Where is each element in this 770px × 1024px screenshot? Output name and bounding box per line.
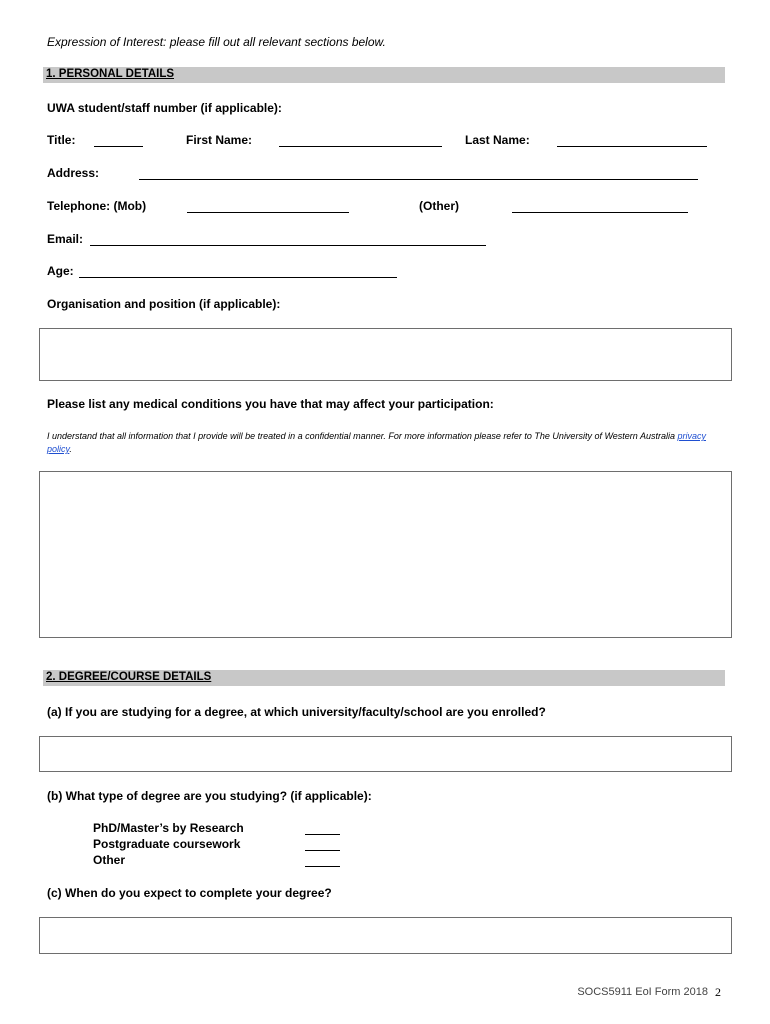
option-coursework: Postgraduate coursework — [93, 837, 241, 851]
age-label: Age: — [47, 264, 74, 278]
page-number: 2 — [715, 985, 721, 999]
question-b-label: (b) What type of degree are you studying? (if applicable): — [47, 789, 372, 803]
first-name-field[interactable] — [279, 146, 442, 147]
address-field[interactable] — [139, 179, 698, 180]
university-textbox[interactable] — [39, 736, 732, 772]
note-text: I understand that all information that I provide will be treated in a confidential manner. For more information please refer to The University of Western Australia — [47, 431, 678, 441]
section-title: 2. DEGREE/COURSE DETAILS — [46, 671, 212, 683]
option-research-field[interactable] — [305, 834, 340, 835]
intro-text: Expression of Interest: please fill out all relevant sections below. — [47, 35, 386, 49]
organisation-label: Organisation and position (if applicable): — [47, 297, 281, 311]
option-other-field[interactable] — [305, 866, 340, 867]
telephone-mob-label: Telephone: (Mob) — [47, 199, 147, 213]
student-number-label: UWA student/staff number (if applicable): — [47, 101, 282, 115]
option-research: PhD/Master’s by Research — [93, 821, 244, 835]
age-field[interactable] — [79, 277, 397, 278]
confidentiality-note — [47, 430, 727, 456]
option-other: Other — [93, 853, 126, 867]
address-label: Address: — [47, 166, 100, 180]
email-label: Email: — [47, 232, 84, 246]
form-id-footer: SOCS5911 EoI Form 2018 — [577, 986, 708, 998]
section-header-personal-details — [43, 67, 725, 83]
email-field[interactable] — [90, 245, 486, 246]
organisation-textbox[interactable] — [39, 328, 732, 381]
telephone-other-label: (Other) — [419, 199, 459, 213]
telephone-other-field[interactable] — [512, 212, 688, 213]
title-label: Title: — [47, 133, 76, 147]
option-coursework-field[interactable] — [305, 850, 340, 851]
question-c-label: (c) When do you expect to complete your degree? — [47, 886, 332, 900]
first-name-label: First Name: — [186, 133, 253, 147]
completion-date-textbox[interactable] — [39, 917, 732, 954]
question-a-label: (a) If you are studying for a degree, at which university/faculty/school are you enrolled? — [47, 705, 546, 719]
privacy-policy-link[interactable]: privacy policy — [47, 431, 706, 454]
telephone-mob-field[interactable] — [187, 212, 349, 213]
medical-conditions-label: Please list any medical conditions you have that may affect your participation: — [47, 397, 494, 411]
last-name-label: Last Name: — [465, 133, 530, 147]
note-end: . — [69, 444, 72, 454]
medical-conditions-textbox[interactable] — [39, 471, 732, 638]
title-field[interactable] — [94, 146, 143, 147]
last-name-field[interactable] — [557, 146, 707, 147]
section-header-degree-details — [43, 670, 725, 686]
section-title: 1. PERSONAL DETAILS — [46, 68, 175, 80]
